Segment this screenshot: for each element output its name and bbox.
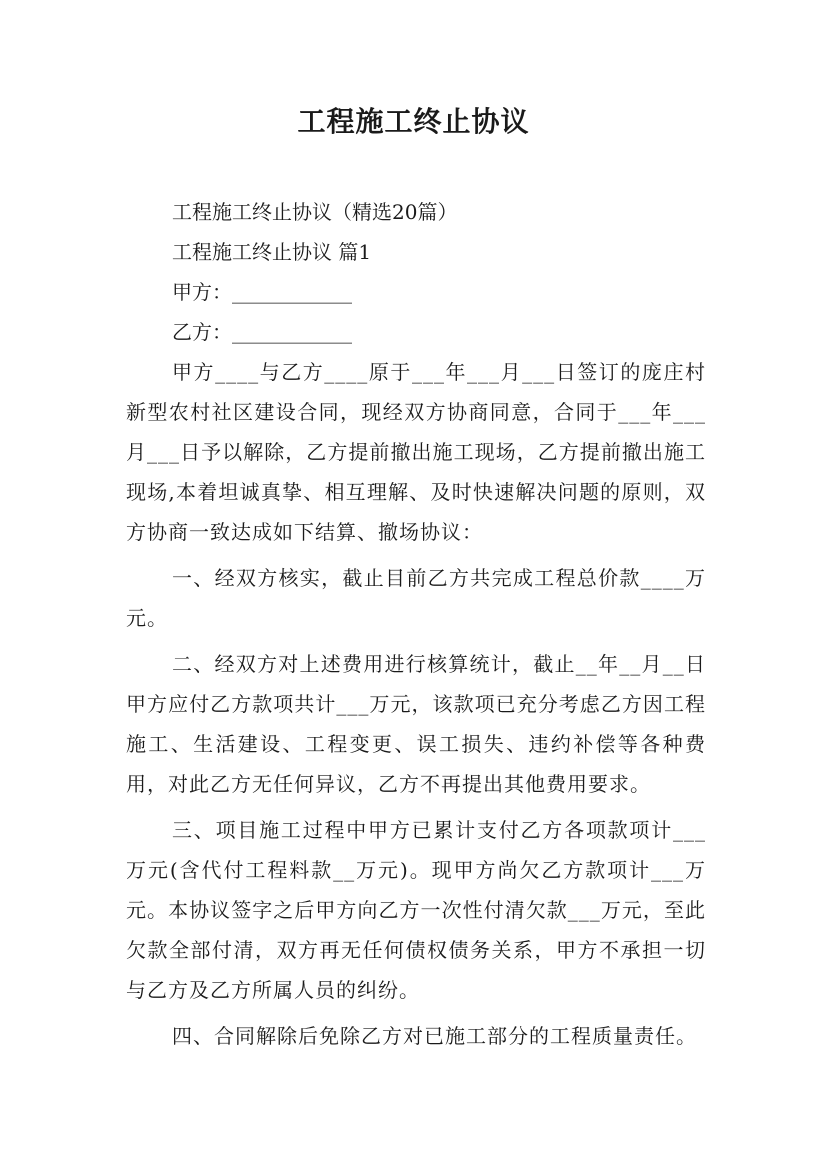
document-title: 工程施工终止协议 — [297, 105, 530, 138]
paragraph-intro: 甲方____与乙方____原于___年___月___日签订的庞庄村新型农村社区建设合同，现经双方协商同意，合同于___年___月___日予以解除，乙方提前撤出施工现场，乙方提前撤出施工现场,本着坦诚真挚、相互理解、及时快速解决问题的原则，双方协商一致达成如下结算、撤场协议： — [126, 360, 706, 544]
paragraph-clause-1: 一、经双方核实，截止目前乙方共完成工程总价款____万元。 — [126, 566, 706, 630]
document-body — [126, 192, 706, 1056]
paragraph-clause-3: 三、项目施工过程中甲方已累计支付乙方各项款项计___万元(含代付工程料款__万元)。现甲方尚欠乙方款项计___万元。本协议签字之后甲方向乙方一次性付清欠款___万元，至此欠款全部付清，双方再无任何债权债务关系，甲方不承担一切与乙方及乙方所属人员的纠纷。 — [126, 818, 706, 1002]
party-a-line: 甲方：____________ — [172, 280, 352, 304]
party-b-line: 乙方：____________ — [172, 320, 352, 344]
section-heading: 工程施工终止协议 篇1 — [172, 240, 372, 264]
paragraph-clause-2: 二、经双方对上述费用进行核算统计，截止__年__月__日甲方应付乙方款项共计___万元，该款项已充分考虑乙方因工程施工、生活建设、工程变更、误工损失、违约补偿等各种费用，对此乙方无任何异议，乙方不再提出其他费用要求。 — [126, 652, 706, 796]
paragraph-clause-4: 四、合同解除后免除乙方对已施工部分的工程质量责任。 — [172, 1024, 697, 1048]
document-subtitle: 工程施工终止协议（精选20篇） — [172, 200, 458, 224]
